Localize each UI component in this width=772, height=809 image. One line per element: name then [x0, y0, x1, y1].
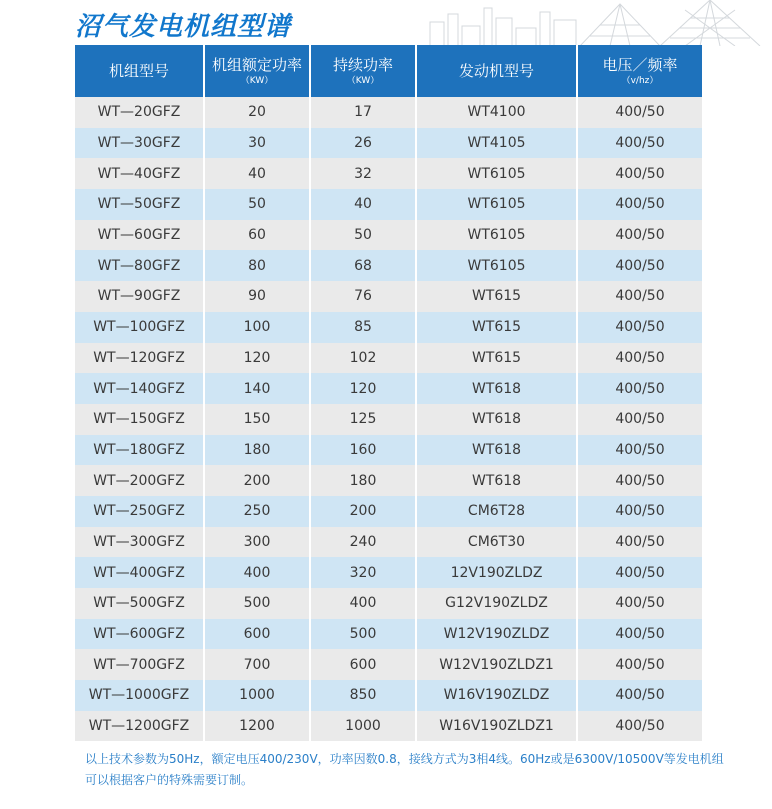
cell-continuous-power: 200	[310, 496, 416, 527]
cell-voltage-frequency: 400/50	[577, 711, 702, 742]
cell-model: WT—400GFZ	[75, 557, 204, 588]
cell-voltage-frequency: 400/50	[577, 465, 702, 496]
cell-continuous-power: 68	[310, 250, 416, 281]
cell-rated-power: 250	[204, 496, 310, 527]
cell-voltage-frequency: 400/50	[577, 527, 702, 558]
table-row	[75, 619, 702, 650]
cell-rated-power: 500	[204, 588, 310, 619]
cell-engine-model: W16V190ZLDZ1	[416, 711, 577, 742]
cell-model: WT—1200GFZ	[75, 711, 204, 742]
generator-spec-table	[75, 45, 702, 741]
cell-model: WT—120GFZ	[75, 343, 204, 374]
cell-model: WT—140GFZ	[75, 373, 204, 404]
cell-voltage-frequency: 400/50	[577, 189, 702, 220]
cell-rated-power: 60	[204, 220, 310, 251]
cell-engine-model: WT618	[416, 373, 577, 404]
cell-model: WT—30GFZ	[75, 128, 204, 159]
table-row	[75, 496, 702, 527]
cell-rated-power: 300	[204, 527, 310, 558]
cell-model: WT—500GFZ	[75, 588, 204, 619]
cell-rated-power: 120	[204, 343, 310, 374]
cell-engine-model: WT4100	[416, 97, 577, 128]
cell-voltage-frequency: 400/50	[577, 619, 702, 650]
header-label: 发动机型号	[458, 62, 534, 80]
cell-engine-model: W12V190ZLDZ1	[416, 649, 577, 680]
cell-model: WT—300GFZ	[75, 527, 204, 558]
cell-model: WT—80GFZ	[75, 250, 204, 281]
cell-continuous-power: 85	[310, 312, 416, 343]
cell-engine-model: WT618	[416, 465, 577, 496]
table-row	[75, 404, 702, 435]
cell-model: WT—1000GFZ	[75, 680, 204, 711]
cell-continuous-power: 50	[310, 220, 416, 251]
page-title: 沼气发电机组型谱	[75, 12, 292, 42]
cell-voltage-frequency: 400/50	[577, 496, 702, 527]
cell-continuous-power: 180	[310, 465, 416, 496]
cell-continuous-power: 26	[310, 128, 416, 159]
cell-rated-power: 80	[204, 250, 310, 281]
cell-model: WT—100GFZ	[75, 312, 204, 343]
cell-continuous-power: 120	[310, 373, 416, 404]
table-row	[75, 680, 702, 711]
cell-rated-power: 200	[204, 465, 310, 496]
cell-engine-model: WT618	[416, 404, 577, 435]
cell-engine-model: WT615	[416, 312, 577, 343]
cell-voltage-frequency: 400/50	[577, 680, 702, 711]
table-row	[75, 465, 702, 496]
table-row	[75, 435, 702, 466]
cell-continuous-power: 40	[310, 189, 416, 220]
cell-continuous-power: 160	[310, 435, 416, 466]
cell-continuous-power: 240	[310, 527, 416, 558]
cell-engine-model: G12V190ZLDZ	[416, 588, 577, 619]
cell-engine-model: WT618	[416, 435, 577, 466]
cell-voltage-frequency: 400/50	[577, 588, 702, 619]
cell-model: WT—150GFZ	[75, 404, 204, 435]
cell-rated-power: 600	[204, 619, 310, 650]
cell-continuous-power: 1000	[310, 711, 416, 742]
table-row	[75, 220, 702, 251]
header-unit: （KW）	[240, 75, 274, 86]
cell-rated-power: 20	[204, 97, 310, 128]
cell-voltage-frequency: 400/50	[577, 128, 702, 159]
table-row	[75, 343, 702, 374]
cell-continuous-power: 102	[310, 343, 416, 374]
cell-model: WT—200GFZ	[75, 465, 204, 496]
cell-engine-model: W16V190ZLDZ	[416, 680, 577, 711]
table-row	[75, 189, 702, 220]
table-row	[75, 527, 702, 558]
header-model	[75, 45, 204, 97]
cell-engine-model: WT6105	[416, 220, 577, 251]
table-row	[75, 158, 702, 189]
table-row	[75, 312, 702, 343]
cell-engine-model: CM6T28	[416, 496, 577, 527]
header-label: 电压／频率	[602, 55, 678, 74]
cell-rated-power: 40	[204, 158, 310, 189]
cell-model: WT—50GFZ	[75, 189, 204, 220]
cell-engine-model: WT4105	[416, 128, 577, 159]
cell-voltage-frequency: 400/50	[577, 435, 702, 466]
cell-model: WT—600GFZ	[75, 619, 204, 650]
cell-voltage-frequency: 400/50	[577, 373, 702, 404]
table-body	[75, 97, 702, 741]
table-row	[75, 711, 702, 742]
cell-voltage-frequency: 400/50	[577, 97, 702, 128]
header-engine-model	[416, 45, 577, 97]
cell-model: WT—40GFZ	[75, 158, 204, 189]
header-label: 机组型号	[108, 62, 169, 80]
table-row	[75, 250, 702, 281]
cell-voltage-frequency: 400/50	[577, 158, 702, 189]
cell-continuous-power: 32	[310, 158, 416, 189]
header-label: 机组额定功率	[211, 55, 302, 74]
cell-model: WT—700GFZ	[75, 649, 204, 680]
table-row	[75, 373, 702, 404]
cell-continuous-power: 17	[310, 97, 416, 128]
header-unit: （v/hz）	[621, 75, 659, 86]
table-row	[75, 557, 702, 588]
cell-continuous-power: 600	[310, 649, 416, 680]
cell-rated-power: 1200	[204, 711, 310, 742]
cell-rated-power: 1000	[204, 680, 310, 711]
footnote: 以上技术参数为50Hz，额定电压400/230V，功率因数0.8，接线方式为3相4线。60Hz或是6300V/10500V等发电机组可以根据客户的特殊需要订制。	[85, 752, 724, 787]
cell-rated-power: 90	[204, 281, 310, 312]
header-rated-power	[204, 45, 310, 97]
cell-continuous-power: 500	[310, 619, 416, 650]
cell-engine-model: W12V190ZLDZ	[416, 619, 577, 650]
cell-voltage-frequency: 400/50	[577, 220, 702, 251]
cell-rated-power: 700	[204, 649, 310, 680]
cell-voltage-frequency: 400/50	[577, 312, 702, 343]
city-skyline-decoration	[420, 0, 772, 46]
header-voltage-frequency	[577, 45, 702, 97]
header-unit: （KW）	[346, 75, 380, 86]
cell-rated-power: 100	[204, 312, 310, 343]
table-row	[75, 588, 702, 619]
cell-rated-power: 150	[204, 404, 310, 435]
header-continuous-power	[310, 45, 416, 97]
cell-engine-model: CM6T30	[416, 527, 577, 558]
cell-rated-power: 50	[204, 189, 310, 220]
cell-voltage-frequency: 400/50	[577, 343, 702, 374]
cell-model: WT—20GFZ	[75, 97, 204, 128]
table-header-row	[75, 45, 702, 97]
cell-model: WT—250GFZ	[75, 496, 204, 527]
table-row	[75, 649, 702, 680]
cell-continuous-power: 850	[310, 680, 416, 711]
header-label: 持续功率	[332, 55, 393, 74]
cell-continuous-power: 400	[310, 588, 416, 619]
cell-engine-model: WT6105	[416, 158, 577, 189]
cell-rated-power: 180	[204, 435, 310, 466]
cell-model: WT—90GFZ	[75, 281, 204, 312]
cell-rated-power: 140	[204, 373, 310, 404]
cell-rated-power: 400	[204, 557, 310, 588]
cell-rated-power: 30	[204, 128, 310, 159]
cell-model: WT—180GFZ	[75, 435, 204, 466]
cell-voltage-frequency: 400/50	[577, 250, 702, 281]
cell-engine-model: WT615	[416, 343, 577, 374]
cell-engine-model: 12V190ZLDZ	[416, 557, 577, 588]
cell-continuous-power: 320	[310, 557, 416, 588]
table-row	[75, 128, 702, 159]
cell-engine-model: WT6105	[416, 189, 577, 220]
cell-continuous-power: 76	[310, 281, 416, 312]
cell-model: WT—60GFZ	[75, 220, 204, 251]
table-row	[75, 281, 702, 312]
table-row	[75, 97, 702, 128]
cell-voltage-frequency: 400/50	[577, 557, 702, 588]
cell-engine-model: WT6105	[416, 250, 577, 281]
cell-engine-model: WT615	[416, 281, 577, 312]
cell-continuous-power: 125	[310, 404, 416, 435]
cell-voltage-frequency: 400/50	[577, 649, 702, 680]
cell-voltage-frequency: 400/50	[577, 404, 702, 435]
cell-voltage-frequency: 400/50	[577, 281, 702, 312]
